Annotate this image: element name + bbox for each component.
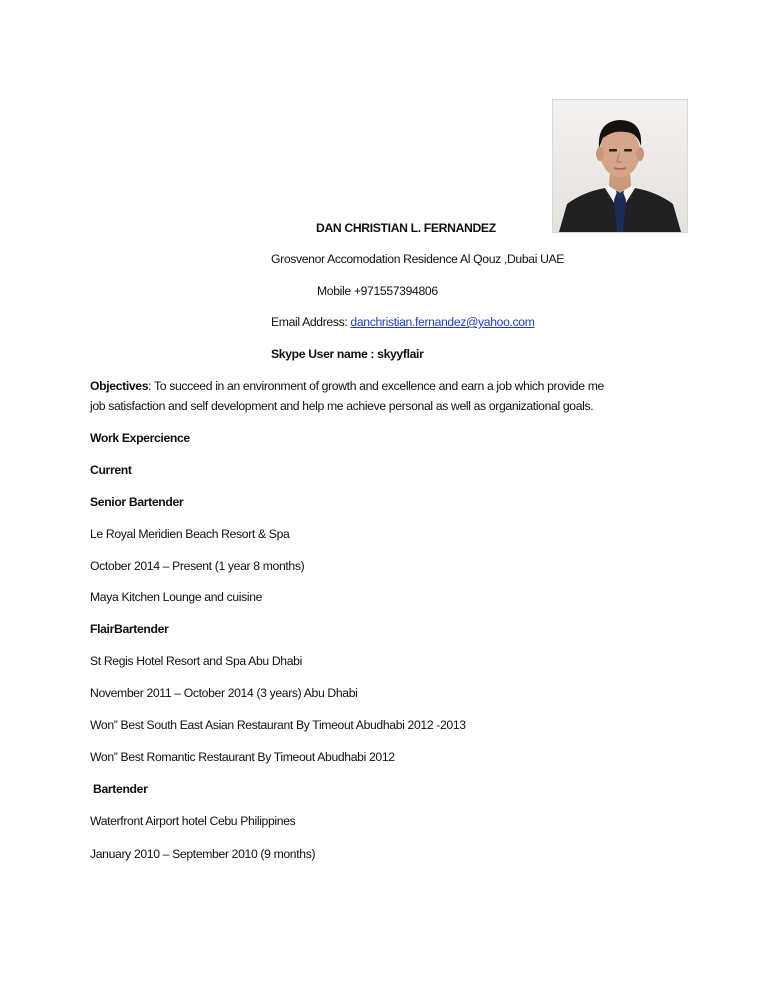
job1-venue: Maya Kitchen Lounge and cuisine bbox=[90, 590, 263, 604]
mobile-line: Mobile +971557394806 bbox=[317, 284, 438, 298]
job1-period: October 2014 – Present (1 year 8 months) bbox=[90, 559, 305, 573]
work-heading: Work Expercience bbox=[90, 431, 190, 445]
profile-photo-image bbox=[553, 100, 687, 232]
email-line bbox=[271, 314, 535, 330]
email-link[interactable]: danchristian.fernandez@yahoo.com bbox=[350, 315, 535, 329]
email-label: Email Address: bbox=[271, 315, 351, 329]
profile-photo bbox=[552, 99, 688, 233]
job3-employer: Waterfront Airport hotel Cebu Philippines bbox=[90, 814, 296, 828]
job3-period: January 2010 – September 2010 (9 months) bbox=[90, 847, 316, 861]
objectives-line-2: job satisfaction and self development and help me achieve personal as well as organizational goals. bbox=[90, 399, 594, 413]
objectives-line-1 bbox=[90, 378, 604, 394]
job2-title: FlairBartender bbox=[90, 622, 169, 636]
objectives-label: Objectives bbox=[90, 379, 149, 393]
job2-period: November 2011 – October 2014 (3 years) Abu Dhabi bbox=[90, 686, 358, 700]
current-heading: Current bbox=[90, 463, 132, 477]
address-line: Grosvenor Accomodation Residence Al Qouz ,Dubai UAE bbox=[271, 252, 565, 266]
job2-employer: St Regis Hotel Resort and Spa Abu Dhabi bbox=[90, 654, 302, 668]
applicant-name: DAN CHRISTIAN L. FERNANDEZ bbox=[316, 221, 496, 235]
skype-line: Skype User name : skyyflair bbox=[271, 347, 424, 361]
job3-title: Bartender bbox=[90, 782, 148, 796]
job1-employer: Le Royal Meridien Beach Resort & Spa bbox=[90, 527, 290, 541]
job1-title: Senior Bartender bbox=[90, 495, 184, 509]
job2-award-1: Won” Best South East Asian Restaurant By Timeout Abudhabi 2012 -2013 bbox=[90, 718, 466, 732]
objectives-text-1: : To succeed in an environment of growth and excellence and earn a job which provide me bbox=[148, 379, 604, 393]
job2-award-2: Won” Best Romantic Restaurant By Timeout Abudhabi 2012 bbox=[90, 750, 395, 764]
